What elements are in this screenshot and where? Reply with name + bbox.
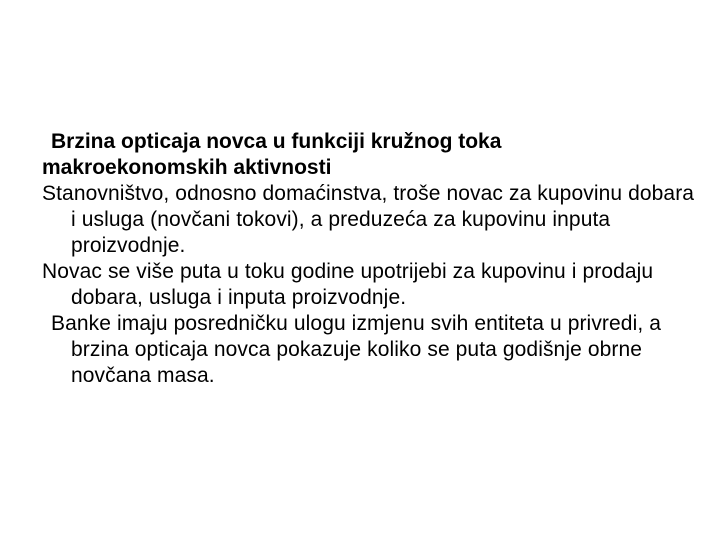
slide-heading: [42, 129, 702, 181]
slide-content: [42, 129, 702, 389]
paragraph-money-usage: Novac se više puta u toku godine upotrijebi za kupovinu i prodaju dobara, usluga i inputa proizvodnje.: [42, 260, 654, 309]
heading-line-1: Brzina opticaja novca u funkciji kružnog toka: [51, 130, 502, 153]
heading-line-2: makroekonomskih aktivnosti: [42, 156, 332, 179]
paragraph-banks: Banke imaju posredničku ulogu izmjenu svih entiteta u privredi, a brzina opticaja novca pokazuje koliko se puta godišnje obrne novčana masa.: [51, 312, 661, 387]
paragraph-households: Stanovništvo, odnosno domaćinstva, troše novac za kupovinu dobara i usluga (novčani tokovi), a preduzeća za kupovinu inputa proizvodnje.: [42, 182, 695, 257]
